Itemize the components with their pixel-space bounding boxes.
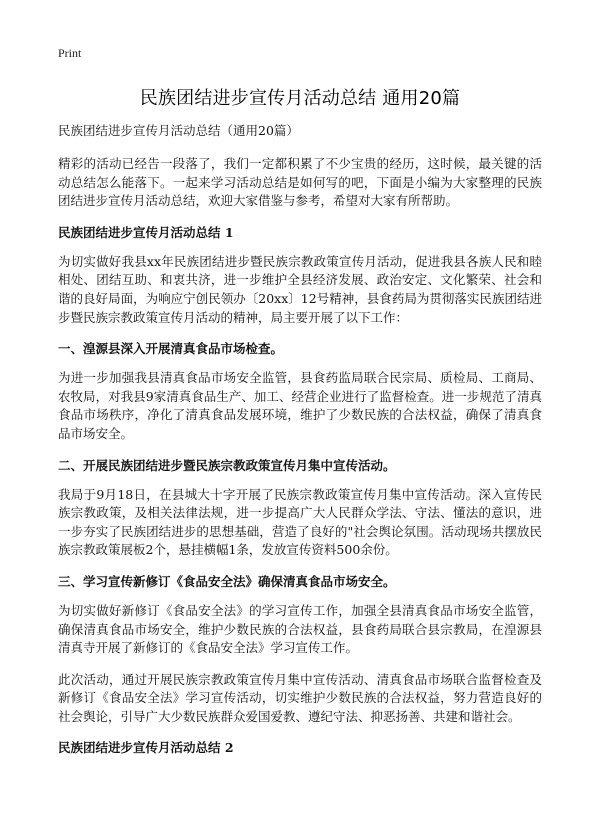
document-subtitle: 民族团结进步宣传月活动总结（通用20篇） — [58, 123, 299, 138]
document-body — [58, 122, 542, 768]
section-heading-1: 一、湟源县深入开展清真食品市场检查。 — [58, 341, 284, 357]
page-title: 民族团结进步宣传月活动总结 通用20篇 — [139, 88, 461, 109]
article-heading-2: 民族团结进步宣传月活动总结 2 — [58, 740, 234, 756]
paragraph-inspection: 为进一步加强我县清真食品市场安全监管，县食药监局联合民宗局、质检局、工商局、农牧局，对我县9家清真食品生产、加工、经营企业进行了监督检查。进一步规范了清真食品市场秩序，净化了清真食品发展环境，维护了少数民族的合法权益，确保了清真食品市场安全。 — [58, 370, 542, 441]
paragraph-overview: 为切实做好我县xx年民族团结进步暨民族宗教政策宣传月活动，促进我县各族人民和睦相处、团结互助、和衷共济，进一步维护全县经济发展、政治安定、文化繁荣、社会和谐的良好局面，为响应宁创民领办〔20xx〕12号精神，县食药局为贯彻落实民族团结进步暨民族宗教政策宣传月活动的精神，局主要开展了以下工作： — [58, 253, 542, 325]
article-heading-1: 民族团结进步宣传月活动总结 1 — [58, 224, 234, 240]
print-link[interactable]: Print — [58, 46, 82, 60]
intro-paragraph: 精彩的活动已经告一段落了，我们一定都积累了不少宝贵的经历，这时候，最关键的活动总结怎么能落下。一起来学习活动总结是如何写的吧，下面是小编为大家整理的民族团结进步宣传月活动总结，欢迎大家借鉴与参考，希望对大家有所帮助。 — [58, 156, 542, 209]
paragraph-publicity: 我局于9月18日，在县城大十字开展了民族宗教政策宣传月集中宣传活动。深入宣传民族宗教政策，及相关法律法规，进一步提高广大人民群众学法、守法、懂法的意识，进一步夯实了民族团结进步的思想基础，营造了良好的"社会舆论氛围。活动现场共摆放民族宗教政策展板2个，悬挂横幅1条，发放宣传资料500余份。 — [58, 486, 542, 558]
section-heading-3: 三、学习宣传新修订《食品安全法》确保清真食品市场安全。 — [58, 573, 396, 589]
section-heading-2: 二、开展民族团结进步暨民族宗教政策宣传月集中宣传活动。 — [58, 457, 396, 473]
paragraph-conclusion: 此次活动，通过开展民族宗教政策宣传月集中宣传活动、清真食品市场联合监督检查及新修订《食品安全法》学习宣传活动，切实维护少数民族的合法权益，努力营造良好的社会舆论，引导广大少数民族群众爱国爱教、遵纪守法、抑恶扬善、共建和谐社会。 — [58, 671, 542, 724]
paragraph-food-law: 为切实做好新修订《食品安全法》的学习宣传工作，加强全县清真食品市场安全监管，确保清真食品市场安全，维护少数民族的合法权益，县食药局联合县宗教局，在湟源县清真寺开展了新修订的《食品安全法》学习宣传工作。 — [58, 602, 542, 656]
